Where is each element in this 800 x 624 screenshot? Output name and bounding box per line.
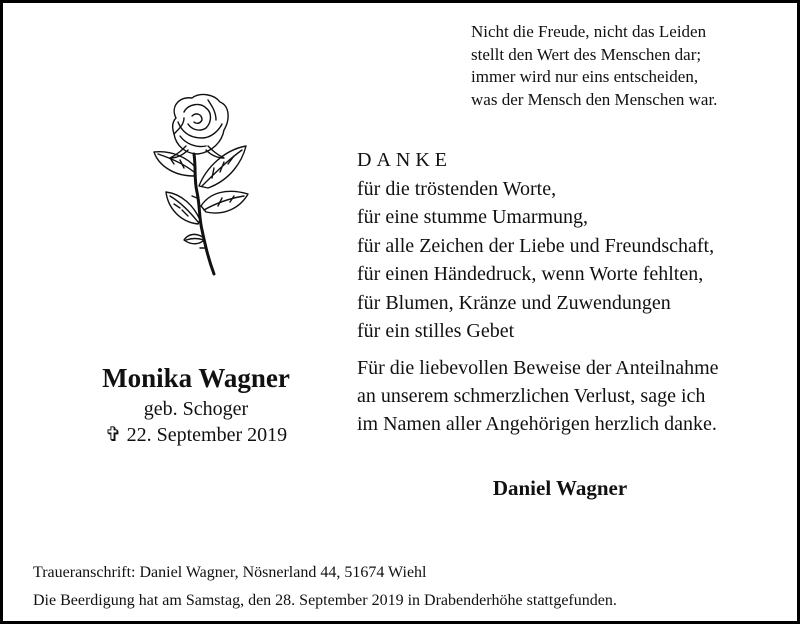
message-line: an unserem schmerzlichen Verlust, sage ich — [357, 385, 706, 407]
poem-line: was der Mensch den Menschen war. — [471, 89, 718, 109]
deceased-block — [40, 360, 352, 448]
death-line — [40, 422, 352, 448]
thanks-line: für alle Zeichen der Liebe und Freundschaft, — [357, 234, 715, 257]
thanks-line: für eine stumme Umarmung, — [357, 206, 589, 228]
mourning-address: Traueranschrift: Daniel Wagner, Nösnerland 44, 51674 Wiehl — [33, 564, 427, 581]
thanks-line: für einen Händedruck, wenn Worte fehlten, — [357, 263, 704, 285]
rose-icon — [150, 88, 250, 280]
thanks-message — [357, 354, 787, 438]
funeral-note: Die Beerdigung hat am Samstag, den 28. September 2019 in Drabenderhöhe stattgefunden. — [33, 592, 617, 609]
footer — [33, 559, 783, 615]
message-line: im Namen aller Angehörigen herzlich danke. — [357, 413, 717, 435]
thanks-heading: DANKE — [357, 149, 452, 171]
signer-name: Daniel Wagner — [492, 476, 628, 500]
poem — [471, 21, 791, 111]
thanks-line: für Blumen, Kränze und Zuwendungen — [357, 291, 671, 314]
poem-line: Nicht die Freude, nicht das Leiden — [471, 22, 707, 41]
poem-line: stellt den Wert des Menschen dar; — [471, 44, 702, 64]
deceased-name: Monika Wagner — [102, 363, 290, 393]
message-line: Für die liebevollen Beweise der Anteilnahme — [357, 357, 719, 379]
thanks-section — [357, 146, 787, 346]
death-date: 22. September 2019 — [126, 424, 288, 446]
poem-line: immer wird nur eins entscheiden, — [471, 67, 699, 86]
birth-name: geb. Schoger — [143, 398, 249, 420]
cross-icon: ✞ — [104, 424, 122, 446]
thanks-line: für ein stilles Gebet — [357, 320, 515, 342]
thanks-line: für die tröstenden Worte, — [357, 177, 557, 200]
